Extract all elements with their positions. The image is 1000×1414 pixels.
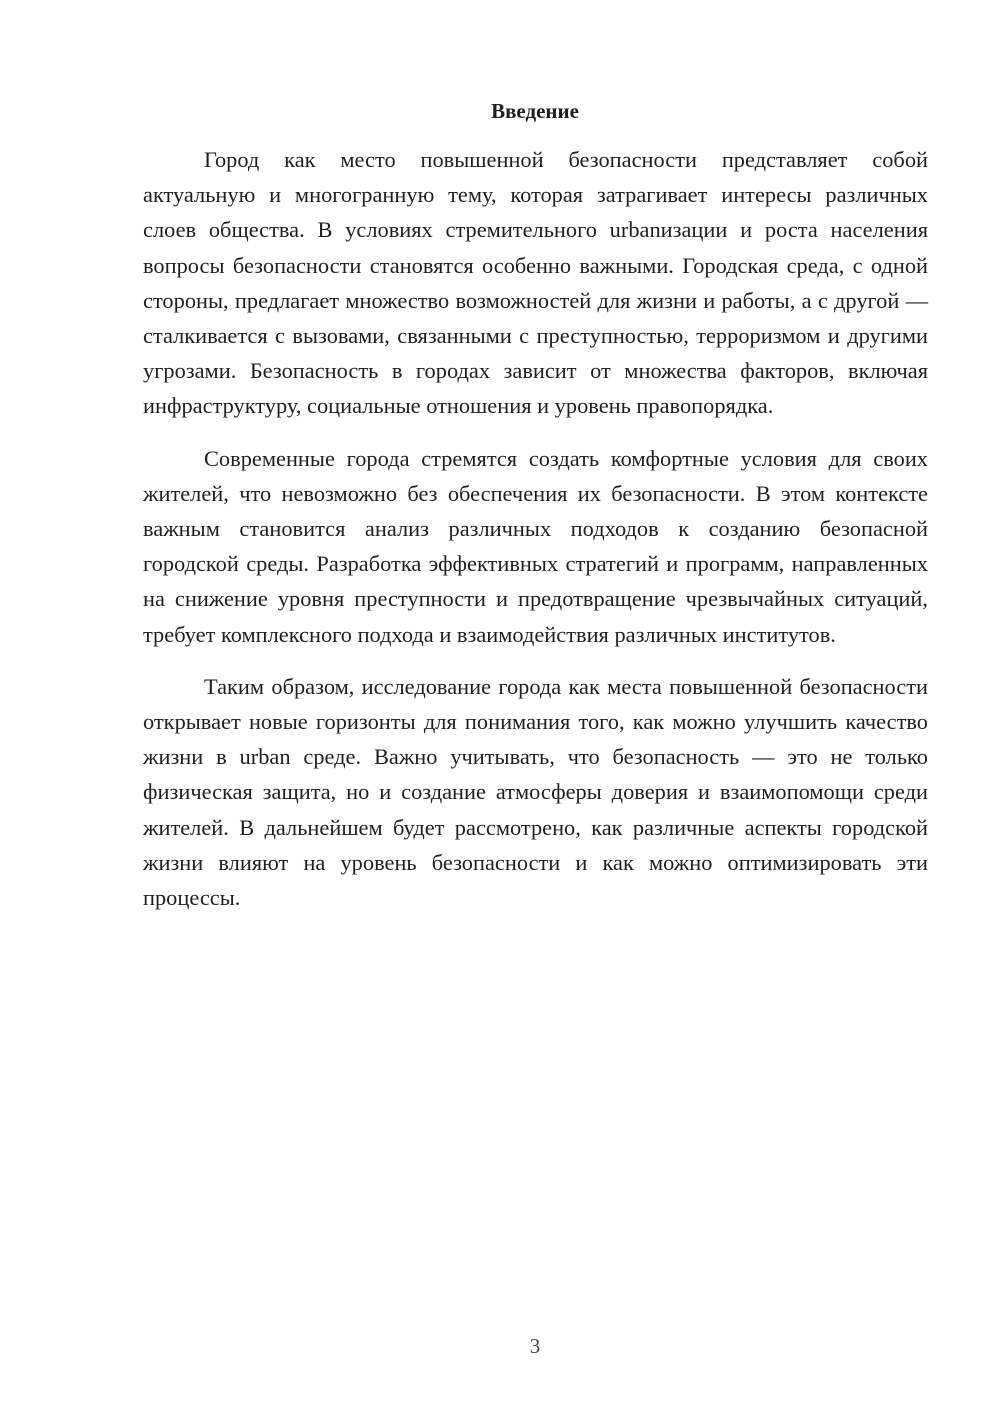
section-title: Введение [491,99,579,123]
paragraph-2: Современные города стремятся создать комфортные условия для своих жителей, что невозможно без обеспечения их безопасности. В этом контексте важным становится анализ различных подходов к созданию безопасной городской среды. Разработка эффективных стратегий и программ, направленных на снижение уровня преступности и предотвращение чрезвычайных ситуаций, требует комплексного подхода и взаимодействия различных институтов. [143,445,928,647]
body-text [143,142,928,932]
page-number: 3 [529,1334,541,1358]
paragraph-3: Таким образом, исследование города как места повышенной безопасности открывает новые горизонты для понимания того, как можно улучшить качество жизни в urban среде. Важно учитывать, что безопасность — это не только физическая защита, но и создание атмосферы доверия и взаимопомощи среди жителей. В дальнейшем будет рассмотрено, как различные аспекты городской жизни влияют на уровень безопасности и как можно оптимизировать эти процессы. [143,673,928,911]
paragraph-1: Город как место повышенной безопасности представляет собой актуальную и многогранную тему, которая затрагивает интересы различных слоев общества. В условиях стремительного urbanизации и роста населения вопросы безопасности становятся особенно важными. Городская среда, с одной стороны, предлагает множество возможностей для жизни и работы, а с другой — сталкивается с вызовами, связанными с преступностью, терроризмом и другими угрозами. Безопасность в городах зависит от множества факторов, включая инфраструктуру, социальные отношения и уровень правопорядка. [143,147,928,419]
